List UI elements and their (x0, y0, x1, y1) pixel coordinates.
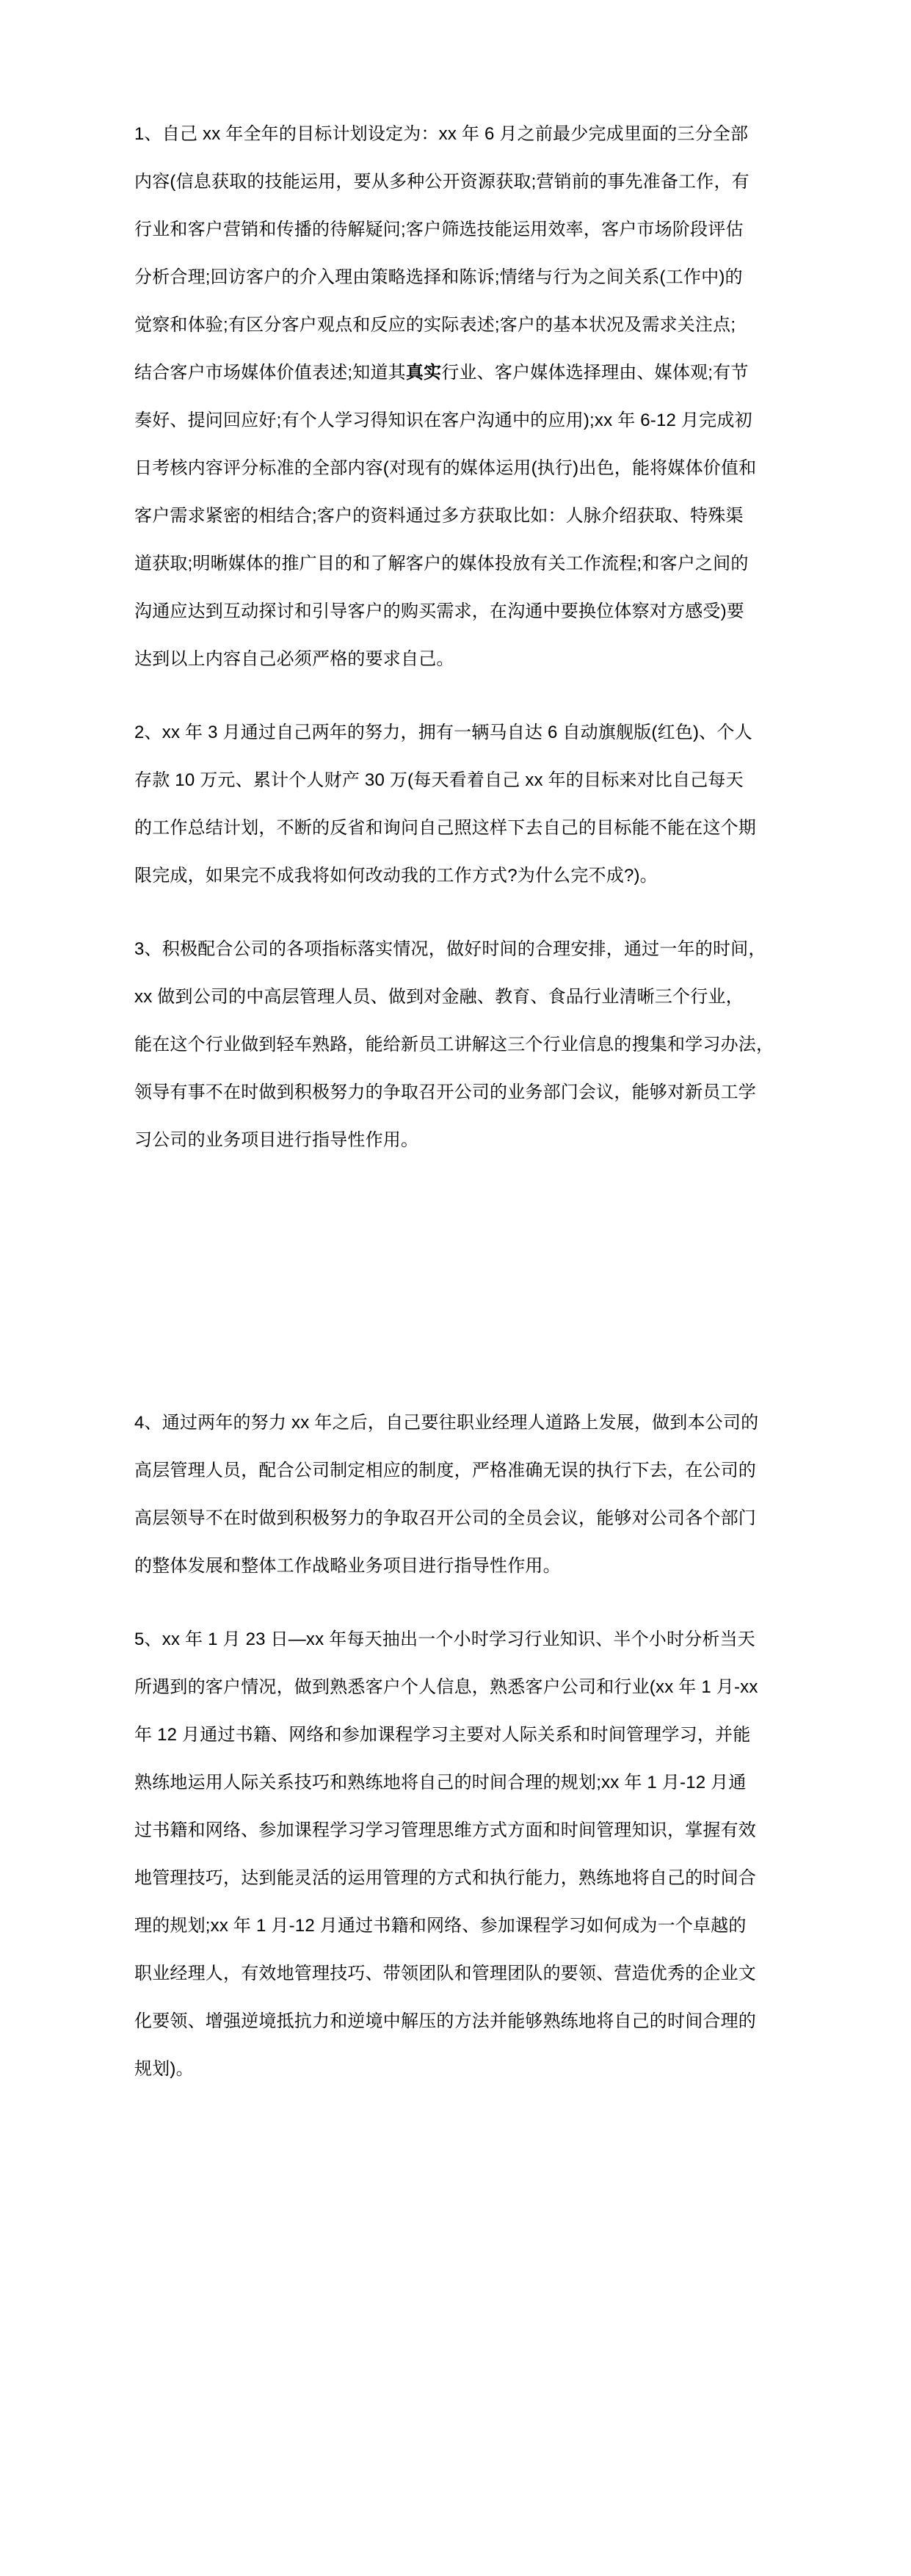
paragraph-line: 道获取;明晰媒体的推广目的和了解客户的媒体投放有关工作流程;和客户之间的 (134, 554, 749, 574)
bold-text: 真实 (405, 363, 442, 383)
document-paragraph (134, 925, 780, 1164)
document-paragraph (134, 1616, 780, 2093)
paragraph-line: 客户需求紧密的相结合;客户的资料通过多方获取比如：人脉介绍获取、特殊渠 (134, 506, 744, 526)
paragraph-line: 地管理技巧，达到能灵活的运用管理的方式和执行能力，熟练地将自己的时间合 (134, 1868, 756, 1888)
paragraph-line: 觉察和体验;有区分客户观点和反应的实际表述;客户的基本状况及需求关注点; (134, 315, 736, 335)
paragraph-line: 高层领导不在时做到积极努力的争取召开公司的全员会议，能够对公司各个部门 (134, 1508, 756, 1528)
paragraph-line: 2、xx 年 3 月通过自己两年的努力，拥有一辆马自达 6 自动旗舰版(红色)、个人 (134, 723, 752, 742)
paragraph-line: 年 12 月通过书籍、网络和参加课程学习主要对人际关系和时间管理学习，并能 (134, 1725, 751, 1745)
paragraph-line: 的工作总结计划，不断的反省和询问自己照这样下去自己的目标能不能在这个期 (134, 818, 756, 838)
paragraph-line: 高层管理人员，配合公司制定相应的制度，严格准确无误的执行下去，在公司的 (134, 1461, 756, 1480)
paragraph-line: 的整体发展和整体工作战略业务项目进行指导性作用。 (134, 1556, 561, 1576)
paragraph-line: 化要领、增强逆境抵抗力和逆境中解压的方法并能够熟练地将自己的时间合理的 (134, 2011, 756, 2031)
paragraph-line: 领导有事不在时做到积极努力的争取召开公司的业务部门会议，能够对新员工学 (134, 1082, 756, 1102)
paragraph-line: 1、自己 xx 年全年的目标计划设定为：xx 年 6 月之前最少完成里面的三分全部 (134, 124, 749, 144)
paragraph-line: 熟练地运用人际关系技巧和熟练地将自己的时间合理的规划;xx 年 1 月-12 月通 (134, 1773, 747, 1792)
paragraph-line: 行业和客户营销和传播的待解疑问;客户筛选技能运用效率，客户市场阶段评估 (134, 220, 744, 239)
paragraph-line: 存款 10 万元、累计个人财产 30 万(每天看着自己 xx 年的目标来对比自己每天 (134, 770, 744, 790)
paragraph-line: 沟通应达到互动探讨和引导客户的购买需求，在沟通中要换位体察对方感受)要 (134, 601, 744, 621)
paragraph-line: 职业经理人，有效地管理技巧、带领团队和管理团队的要领、营造优秀的企业文 (134, 1964, 756, 1983)
paragraph-line: 理的规划;xx 年 1 月-12 月通过书籍和网络、参加课程学习如何成为一个卓越的 (134, 1916, 747, 1936)
paragraph-line: 达到以上内容自己必须严格的要求自己。 (134, 649, 454, 669)
paragraph-line: 日考核内容评分标准的全部内容(对现有的媒体运用(执行)出色，能将媒体价值和 (134, 458, 757, 478)
paragraph-line: 奏好、提问回应好;有个人学习得知识在客户沟通中的应用);xx 年 6-12 月完成初 (134, 410, 752, 430)
paragraph-line: 4、通过两年的努力 xx 年之后，自己要往职业经理人道路上发展，做到本公司的 (134, 1413, 759, 1433)
paragraph-line: 内容(信息获取的技能运用，要从多种公开资源获取;营销前的事先准备工作，有 (134, 172, 750, 192)
paragraph-line: xx 做到公司的中高层管理人员、做到对金融、教育、食品行业清晰三个行业， (134, 987, 744, 1007)
document-body (134, 110, 780, 2119)
paragraph-line: 习公司的业务项目进行指导性作用。 (134, 1130, 419, 1150)
paragraph-line: 结合客户市场媒体价值表述;知道其真实行业、客户媒体选择理由、媒体观;有节 (134, 363, 749, 383)
document-paragraph (134, 1399, 780, 1590)
paragraph-line: 3、积极配合公司的各项指标落实情况，做好时间的合理安排，通过一年的时间， (134, 939, 766, 959)
paragraph-line: 5、xx 年 1 月 23 日—xx 年每天抽出一个小时学习行业知识、半个小时分析当天 (134, 1629, 755, 1649)
paragraph-line: 分析合理;回访客户的介入理由策略选择和陈诉;情绪与行为之间关系(工作中)的 (134, 267, 743, 287)
paragraph-line: 过书籍和网络、参加课程学习学习管理思维方式方面和时间管理知识，掌握有效 (134, 1820, 756, 1840)
document-paragraph (134, 110, 780, 683)
paragraph-line: 限完成，如果完不成我将如何改动我的工作方式?为什么完不成?)。 (134, 866, 658, 886)
paragraph-line: 能在这个行业做到轻车熟路，能给新员工讲解这三个行业信息的搜集和学习办法， (134, 1035, 774, 1054)
paragraph-line: 规划)。 (134, 2059, 194, 2079)
paragraph-line: 所遇到的客户情况，做到熟悉客户个人信息，熟悉客户公司和行业(xx 年 1 月-xx (134, 1677, 758, 1697)
document-paragraph (134, 709, 780, 900)
